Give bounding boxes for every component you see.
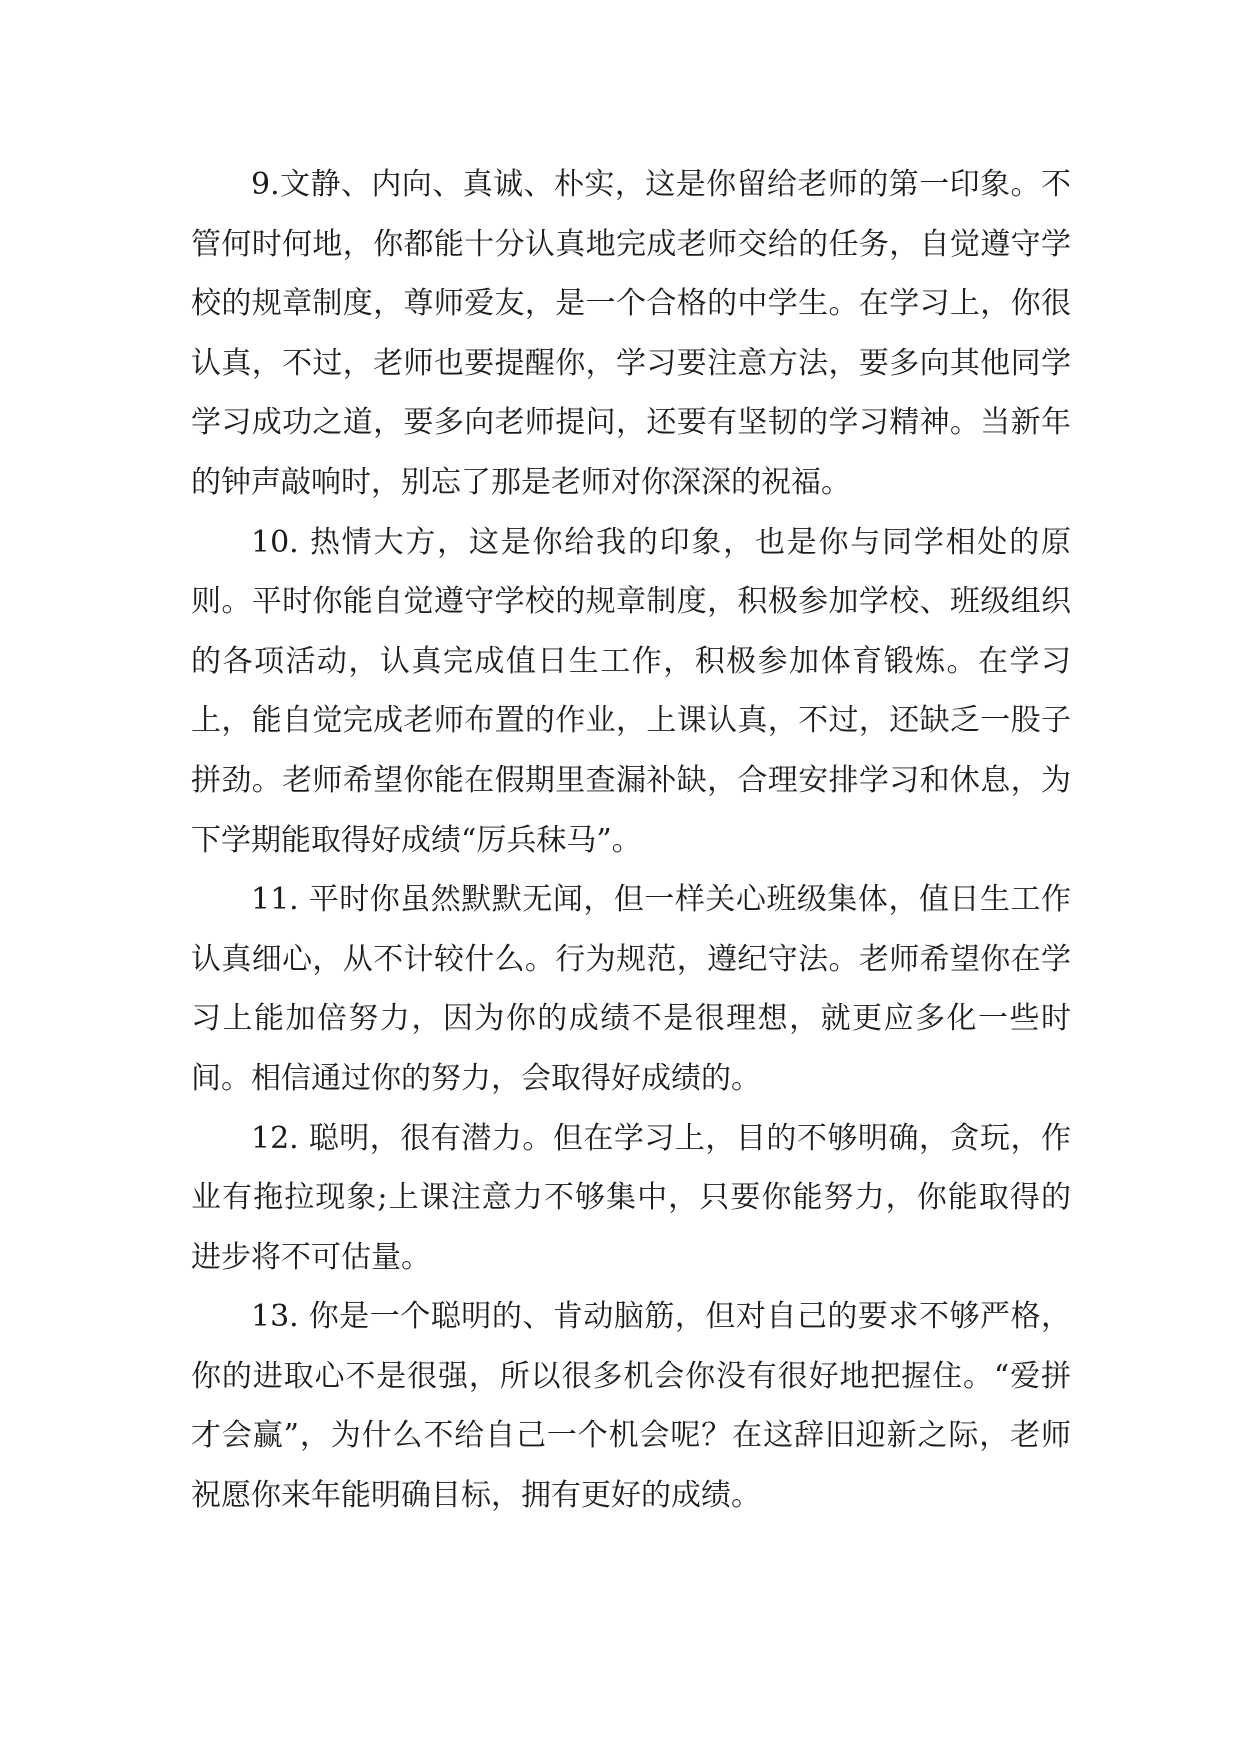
paragraph-9: 9.文静、内向、真诚、朴实，这是你留给老师的第一印象。不管何时何地，你都能十分认真地完成老师交给的任务，自觉遵守学校的规章制度，尊师爱友，是一个合格的中学生。在学习上，你很认真，不过，老师也要提醒你，学习要注意方法，要多向其他同学学习成功之道，要多向老师提问，还要有坚韧的学习精神。当新年的钟声敲响时，别忘了那是老师对你深深的祝福。 <box>191 167 1071 500</box>
paragraph-13: 13. 你是一个聪明的、肯动脑筋，但对自己的要求不够严格，你的进取心不是很强，所以很多机会你没有很好地把握住。“爱拼才会赢”，为什么不给自己一个机会呢？在这辞旧迎新之际，老师祝愿你来年能明确目标，拥有更好的成绩。 <box>191 1299 1071 1514</box>
paragraph-11: 11. 平时你虽然默默无闻，但一样关心班级集体，值日生工作认真细心，从不计较什么。行为规范，遵纪守法。老师希望你在学习上能加倍努力，因为你的成绩不是很理想，就更应多化一些时间。相信通过你的努力，会取得好成绩的。 <box>191 882 1071 1096</box>
document-body <box>191 155 1071 1526</box>
paragraph-10: 10. 热情大方，这是你给我的印象，也是你与同学相处的原则。平时你能自觉遵守学校的规章制度，积极参加学校、班级组织的各项活动，认真完成值日生工作，积极参加体育锻炼。在学习上，能自觉完成老师布置的作业，上课认真，不过，还缺乏一股子拼劲。老师希望你能在假期里查漏补缺，合理安排学习和休息，为下学期能取得好成绩“厉兵秣马”。 <box>191 524 1071 858</box>
paragraph-12: 12. 聪明，很有潜力。但在学习上，目的不够明确，贪玩，作业有拖拉现象;上课注意力不够集中，只要你能努力，你能取得的进步将不可估量。 <box>191 1120 1071 1275</box>
